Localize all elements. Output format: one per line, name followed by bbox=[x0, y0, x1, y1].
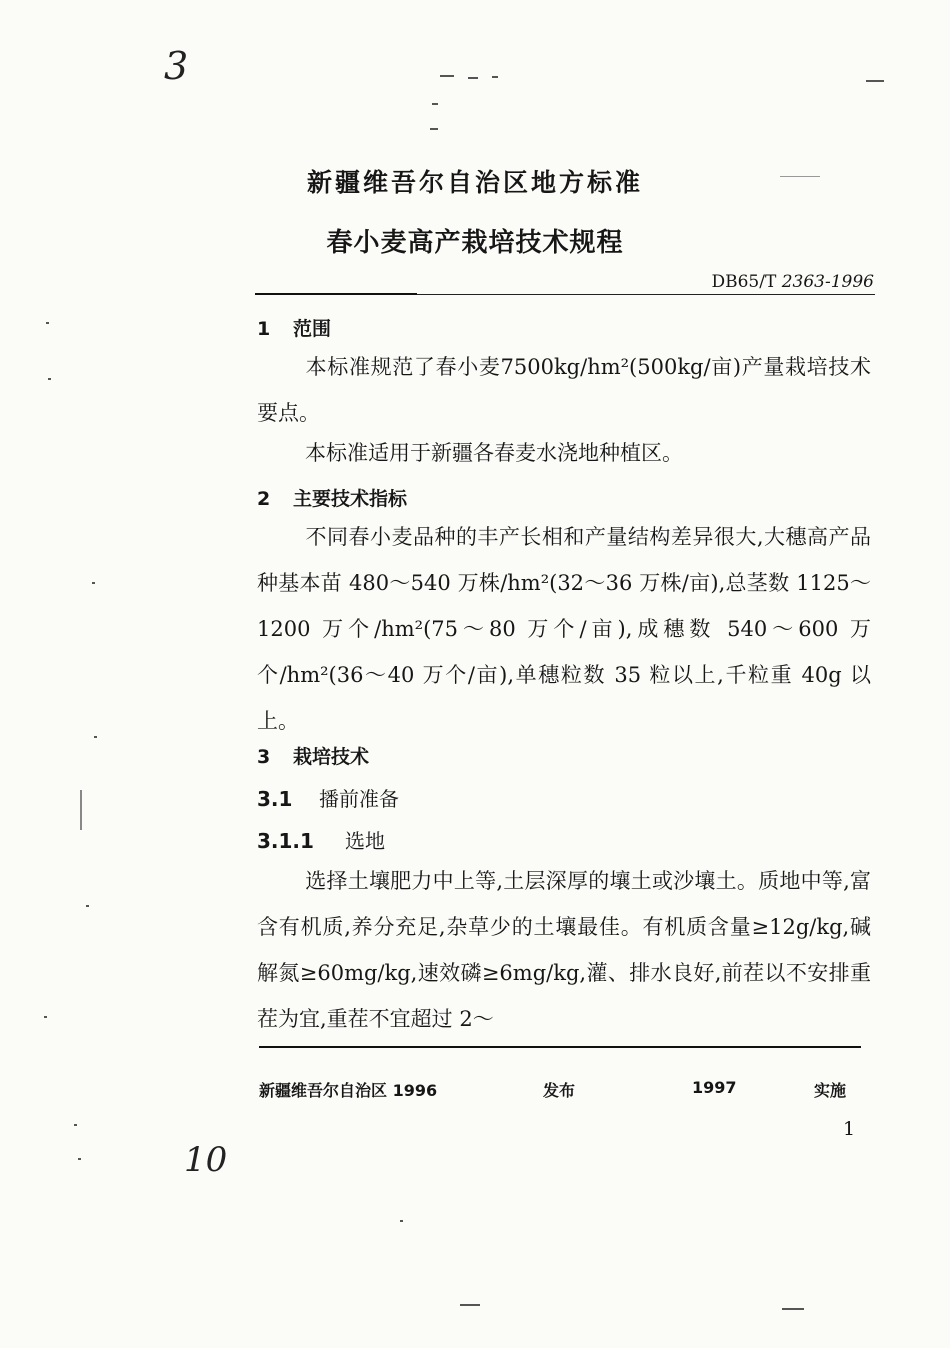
footer-effective: 实施 bbox=[814, 1081, 847, 1100]
paragraph-text: 不同春小麦品种的丰产长相和产量结构差异很大,大穗高产品种基本苗 480～540 万株/hm²(32～36 万株/亩),总茎数 1125～1200 万个/hm²(75～80 万个/亩),成穗数 540～600 万个/hm²(36～40 万个/亩),单穗粒数 35 粒以上,千粒重 40g 以上。 bbox=[257, 525, 871, 733]
section-number: 3 bbox=[257, 746, 271, 768]
section-2-paragraph bbox=[257, 514, 871, 744]
paragraph-text: 本标准适用于新疆各春麦水浇地种植区。 bbox=[305, 441, 683, 465]
handwritten-page-mark: 3 bbox=[164, 44, 189, 88]
standard-code-prefix: DB65/T bbox=[711, 272, 777, 292]
subsection-number: 3.1.1 bbox=[257, 829, 314, 853]
section-number: 2 bbox=[257, 488, 271, 510]
footer-rule bbox=[259, 1046, 861, 1048]
section-1-paragraph-1 bbox=[257, 344, 871, 436]
section-title: 范围 bbox=[293, 318, 332, 340]
subsection-heading-3-1-1 bbox=[257, 825, 385, 854]
paragraph-text: 本标准规范了春小麦7500kg/hm²(500kg/亩)产量栽培技术要点。 bbox=[257, 355, 871, 425]
section-heading-3 bbox=[257, 742, 369, 769]
footer-published: 发布 bbox=[543, 1081, 576, 1100]
section-number: 1 bbox=[257, 318, 271, 340]
document-title: 春小麦高产栽培技术规程 bbox=[326, 228, 624, 258]
issuer-heading: 新疆维吾尔自治区地方标准 bbox=[306, 168, 643, 197]
section-3-1-1-paragraph bbox=[257, 858, 871, 1042]
section-heading-2 bbox=[257, 484, 407, 511]
subsection-title: 播前准备 bbox=[319, 787, 399, 811]
section-heading-1 bbox=[257, 314, 331, 341]
section-title: 栽培技术 bbox=[293, 746, 370, 768]
footer-effective-year: 1997 bbox=[692, 1078, 737, 1097]
paragraph-text: 选择土壤肥力中上等,土层深厚的壤土或沙壤土。质地中等,富含有机质,养分充足,杂草少的土壤最佳。有机质含量≥12g/kg,碱解氮≥60mg/kg,速效磷≥6mg/kg,灌、排水良好,前茬以不安排重茬为宜,重茬不宜超过 2～ bbox=[257, 869, 871, 1031]
handwritten-folio-mark: 10 bbox=[184, 1140, 228, 1180]
footer-issuer: 新疆维吾尔自治区 1996 bbox=[259, 1081, 438, 1100]
standard-code bbox=[711, 272, 874, 292]
subsection-title: 选地 bbox=[345, 829, 385, 853]
header-rule-accent bbox=[255, 293, 417, 295]
standard-code-number: 2363-1996 bbox=[781, 272, 874, 292]
subsection-number: 3.1 bbox=[257, 787, 293, 811]
section-title: 主要技术指标 bbox=[293, 488, 408, 510]
page-number: 1 bbox=[843, 1118, 856, 1140]
subsection-heading-3-1 bbox=[257, 783, 399, 812]
section-1-paragraph-2 bbox=[257, 430, 871, 476]
